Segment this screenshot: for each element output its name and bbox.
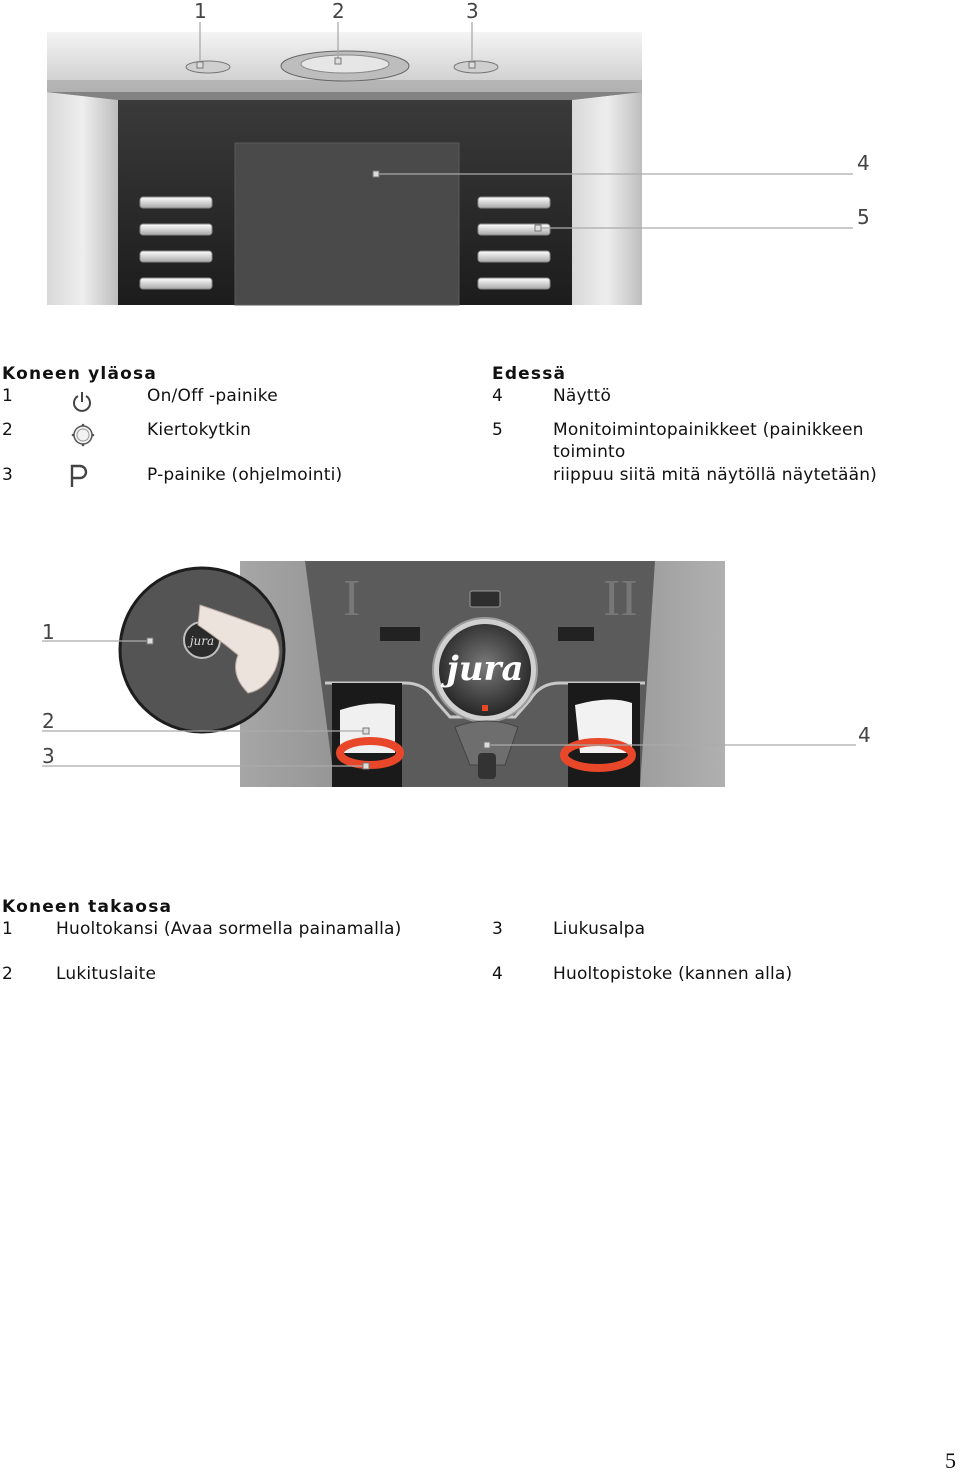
item-top-2-num: 2 <box>2 420 14 440</box>
item-top-2-label: Kiertokytkin <box>147 420 252 440</box>
item-top-3-num: 3 <box>2 465 14 485</box>
callout-back-1: 1 <box>42 620 55 644</box>
callout-back-2: 2 <box>42 709 55 733</box>
callout-back-4: 4 <box>858 723 871 747</box>
roman-numeral-right: II <box>603 570 638 627</box>
section-back-heading: Koneen takaosa <box>2 897 173 917</box>
item-back-2-label: Lukituslaite <box>56 964 157 984</box>
machine-top-illustration <box>0 0 960 310</box>
item-back-4-label: Huoltopistoke (kannen alla) <box>553 964 793 984</box>
callout-top-3: 3 <box>466 0 479 23</box>
section-front-heading: Edessä <box>492 364 567 384</box>
rotary-switch-icon <box>70 422 96 448</box>
item-back-1-label: Huoltokansi (Avaa sormella painamalla) <box>56 919 402 939</box>
svg-text:jura: jura <box>189 634 215 648</box>
section-top-heading: Koneen yläosa <box>2 364 157 384</box>
item-front-5-label-line3: riippuu siitä mitä näytöllä näytetään) <box>553 465 878 485</box>
item-top-3-label: P-painike (ohjelmointi) <box>147 465 343 485</box>
item-back-2-num: 2 <box>2 964 14 984</box>
item-front-4-num: 4 <box>492 386 504 406</box>
callout-top-2: 2 <box>332 0 345 23</box>
item-front-5-num: 5 <box>492 420 504 440</box>
item-top-1-label: On/Off -painike <box>147 386 278 406</box>
item-back-3-num: 3 <box>492 919 504 939</box>
p-letter-icon <box>68 463 90 489</box>
callout-back-3: 3 <box>42 744 55 768</box>
callout-top-1: 1 <box>194 0 207 23</box>
item-back-1-num: 1 <box>2 919 14 939</box>
item-top-1-num: 1 <box>2 386 14 406</box>
callout-top-5: 5 <box>857 205 870 229</box>
power-icon <box>70 390 94 414</box>
page-number: 5 <box>945 1448 956 1473</box>
item-front-4-label: Näyttö <box>553 386 612 406</box>
callout-top-4: 4 <box>857 151 870 175</box>
brand-logo: jura <box>446 649 524 689</box>
roman-numeral-left: I <box>343 570 361 627</box>
machine-back-illustration <box>0 555 960 795</box>
item-back-3-label: Liukusalpa <box>553 919 646 939</box>
item-back-4-num: 4 <box>492 964 504 984</box>
item-front-5-label-line1: Monitoimintopainikkeet (painikkeen <box>553 420 864 440</box>
item-front-5-label-line2: toiminto <box>553 442 626 462</box>
